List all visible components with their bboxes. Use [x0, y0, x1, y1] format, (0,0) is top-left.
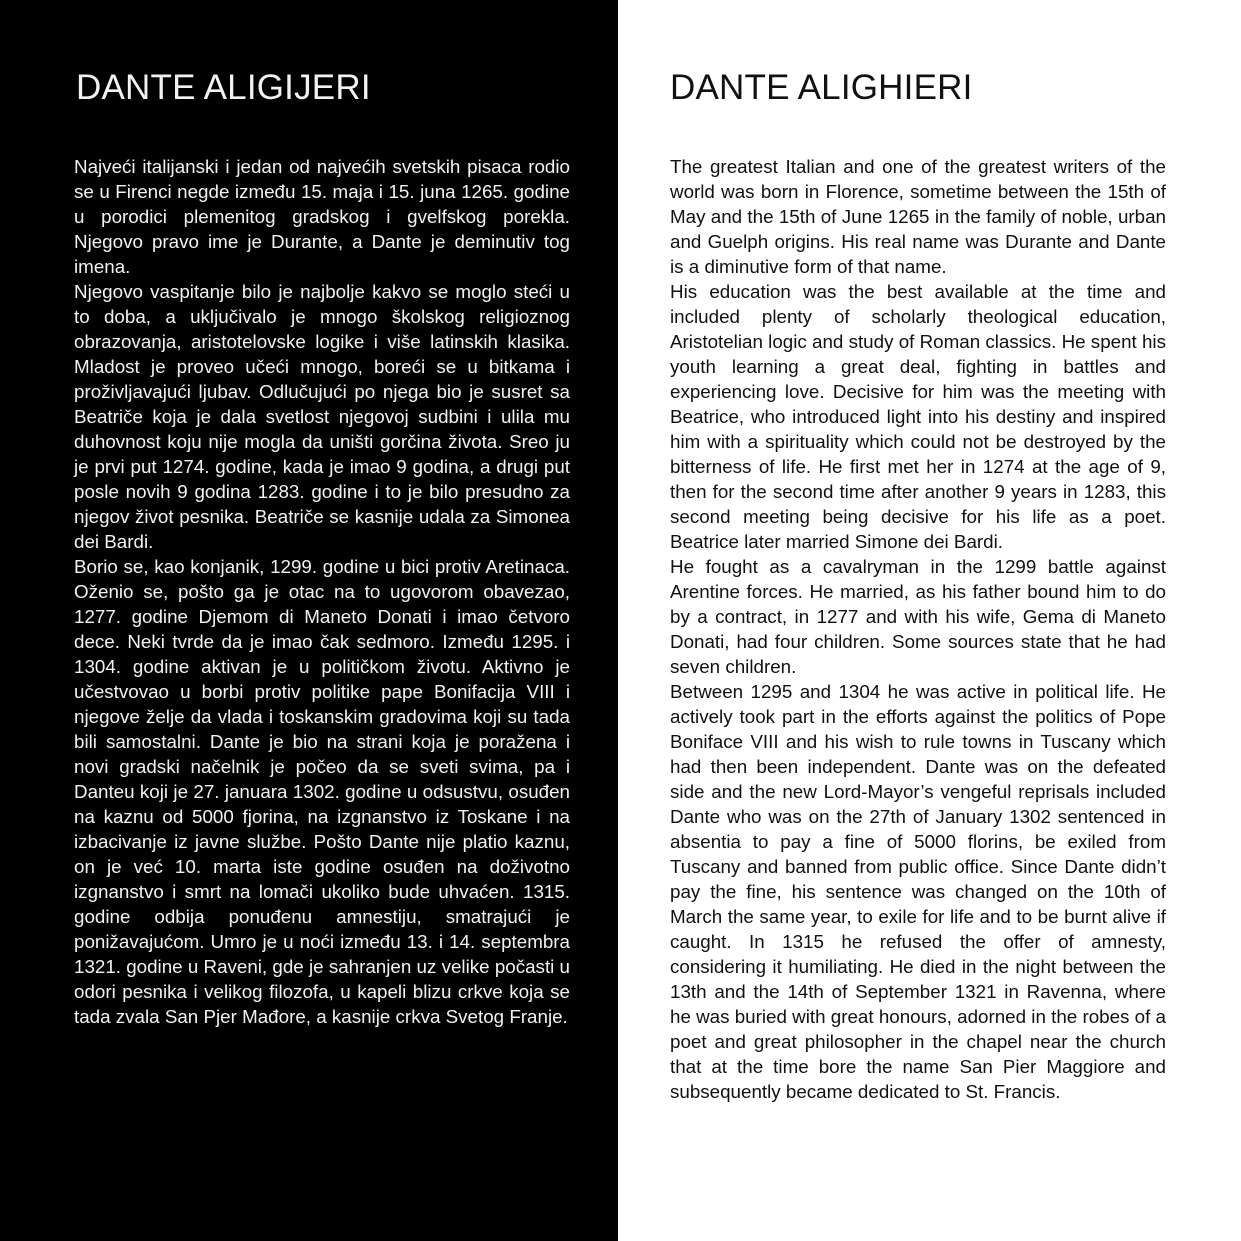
page-title: DANTE ALIGIJERI	[76, 68, 371, 107]
right-page-english	[618, 0, 1241, 1241]
paragraph: He fought as a cavalryman in the 1299 battle against Arentine forces. He married, as his father bound him to do by a contract, in 1277 and with his wife, Gema di Maneto Donati, had four children. Some sources state that he had seven children.	[670, 556, 1166, 677]
paragraph: His education was the best available at the time and included plenty of scholarly theological education, Aristotelian logic and study of Roman classics. He spent his youth learning a great deal, fighting in battles and experiencing love. Decisive for him was the meeting with Beatrice, who introduced light into his destiny and inspired him with a spirituality which could not be destroyed by the bitterness of life. He first met her in 1274 at the age of 9, then for the second time after another 9 years in 1283, this second meeting being decisive for his life as a poet. Beatrice later married Simone dei Bardi.	[670, 281, 1166, 552]
paragraph: Between 1295 and 1304 he was active in political life. He actively took part in the efforts against the politics of Pope Boniface VIII and his wish to rule towns in Tuscany which had then been independent. Dante was on the defeated side and the new Lord-Mayor’s vengeful reprisals included Dante who was on the 27th of January 1302 sentenced in absentia to pay a fine of 5000 florins, be exiled from Tuscany and banned from public office. Since Dante didn’t pay the fine, his sentence was changed on the 10th of March the same year, to exile for life and to be burnt alive if caught. In 1315 he refused the offer of amnesty, considering it humiliating. He died in the night between the 13th and the 14th of September 1321 in Ravenna, where he was buried with great honours, adorned in the robes of a poet and great philosopher in the chapel near the church that at the time bore the name San Pier Maggiore and subsequently became dedicated to St. Francis.	[670, 681, 1166, 1102]
paragraph: The greatest Italian and one of the greatest writers of the world was born in Florence, sometime between the 15th of May and the 15th of June 1265 in the family of noble, urban and Guelph origins. His real name was Durante and Dante is a diminutive form of that name.	[670, 156, 1166, 277]
paragraph: Najveći italijanski i jedan od najvećih svetskih pisaca rodio se u Firenci negde između 15. maja i 15. juna 1265. godine u porodici plemenitog gradskog i gvelfskog porekla. Njegovo pravo ime je Durante, a Dante je deminutiv tog imena.	[74, 156, 570, 277]
page-title: DANTE ALIGHIERI	[670, 68, 973, 107]
body-text	[670, 154, 1166, 1104]
paragraph: Njegovo vaspitanje bilo je najbolje kakvo se moglo steći u to doba, a uključivalo je mnogo školskog religioznog obrazovanja, aristotelovske logike i više latinskih klasika. Mladost je proveo učeći mnogo, boreći se u bitkama i proživljavajući ljubav. Odlučujući po njega bio je susret sa Beatriče koja je dala svetlost njegovoj sudbini i ulila mu duhovnost koju nije mogla da uništi gorčina života. Sreo ju je prvi put 1274. godine, kada je imao 9 godina, a drugi put posle novih 9 godina 1283. godine i to je bilo presudno za njegov život pesnika. Beatriče se kasnije udala za Simonea dei Bardi.	[74, 281, 570, 552]
paragraph: Borio se, kao konjanik, 1299. godine u bici protiv Aretinaca. Oženio se, pošto ga je otac na to ugovorom obavezao, 1277. godine Djemom di Maneto Donati i imao četvoro dece. Neki tvrde da je imao čak sedmoro. Između 1295. i 1304. godine aktivan je u političkom životu. Aktivno je učestvovao u borbi protiv politike pape Bonifacija VIII i njegove želje da vlada i toskanskim gradovima koji su tada bili samostalni. Dante je bio na strani koja je poražena i novi gradski načelnik je počeo da se sveti svima, pa i Danteu koji je 27. januara 1302. godine u odsustvu, osuđen na kaznu od 5000 fjorina, na izgnanstvo iz Toskane i na izbacivanje iz javne službe. Pošto Dante nije platio kaznu, on je već 10. marta iste godine osuđen na doživotno izgnanstvo i smrt na lomači ukoliko bude uhvaćen. 1315. godine odbija ponuđenu amnestiju, smatrajući je ponižavajućom. Umro je u noći između 13. i 14. septembra 1321. godine u Raveni, gde je sahranjen uz velike počasti u odori pesnika i velikog filozofa, u kapeli blizu crkve koja se tada zvala San Pjer Mađore, a kasnije crkva Svetog Franje.	[74, 556, 570, 1027]
left-page-serbian	[0, 0, 618, 1241]
body-text	[74, 154, 570, 1029]
